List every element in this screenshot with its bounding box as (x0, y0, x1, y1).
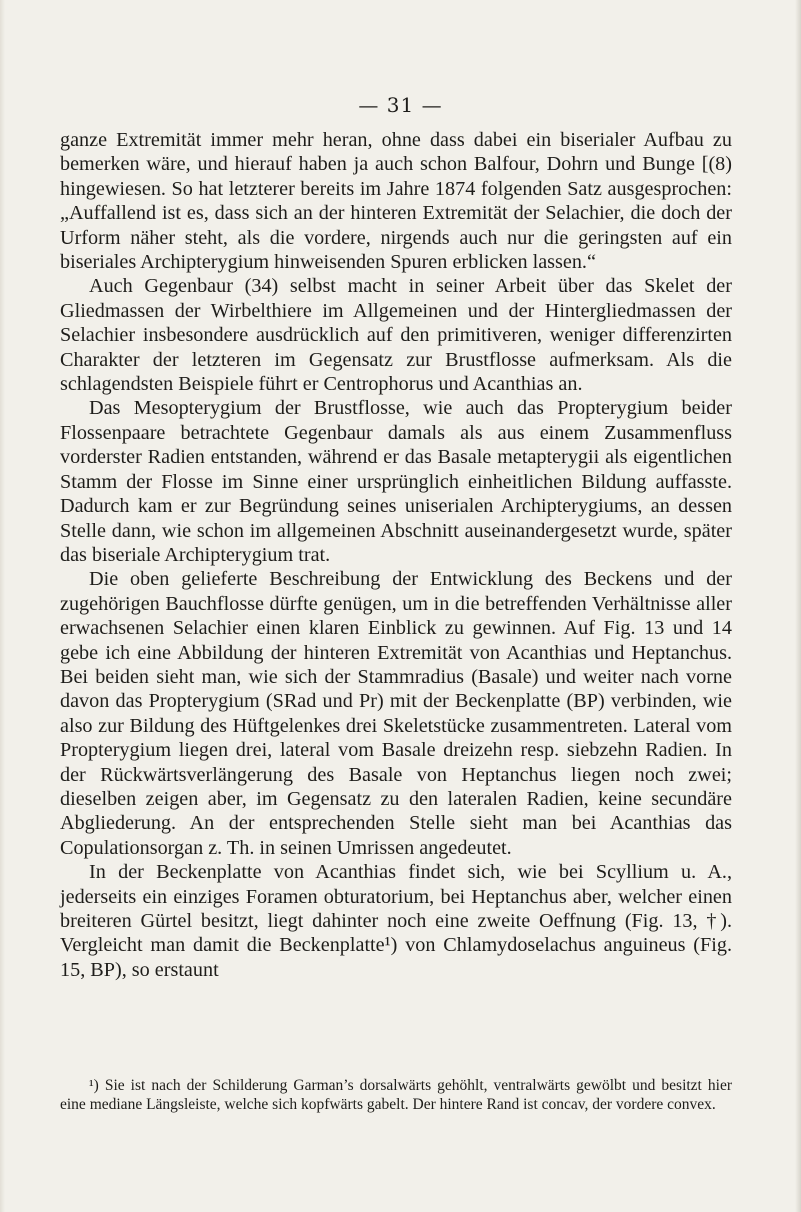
paragraph-2: Auch Gegenbaur (34) selbst macht in seiner Arbeit über das Skelet der Gliedmassen der Wirbelthiere im Allgemeinen und der Hintergliedmassen der Selachier insbesondere ausdrücklich auf den primitiveren, weniger differenzirten Charakter der letzteren im Gegensatz zur Brustflosse aufmerksam. Als die schlagendsten Beispiele führt er Centrophorus und Acanthias an. (60, 275, 732, 396)
paragraph-3: Das Mesopterygium der Brustflosse, wie auch das Propterygium beider Flossenpaare betrachtete Gegenbaur damals als aus einem Zusammenfluss vorderster Radien entstanden, während er das Basale metapterygii als eigentlichen Stamm der Flosse im Sinne einer ursprünglich einheitlichen Bildung auffasste. Dadurch kam er zur Begründung seines uniserialen Archipterygiums, an dessen Stelle dann, wie schon im allgemeinen Abschnitt auseinandergesetzt wurde, später das biseriale Archipterygium trat. (60, 397, 732, 566)
footnote-text: ¹) Sie ist nach der Schilderung Garman’s dorsalwärts gehöhlt, ventralwärts gewölbt und besitzt hier eine mediane Längsleiste, welche sich kopfwärts gabelt. Der hintere Rand ist concav, der vordere convex. (60, 1077, 732, 1113)
paragraph-1: ganze Extremität immer mehr heran, ohne dass dabei ein biserialer Aufbau zu bemerken wäre, und hierauf haben ja auch schon Balfour, Dohrn und Bunge [(8) hingewiesen. So hat letzterer bereits im Jahre 1874 folgenden Satz ausgesprochen: „Auffallend ist es, dass sich an der hinteren Extremität der Selachier, die doch der Urform näher steht, als die vordere, nirgends auch nur die geringsten auf ein biseriales Archipterygium hinweisenden Spuren erblicken lassen.“ (60, 129, 732, 274)
page-number: — 31 — (358, 93, 443, 117)
page-left-edge (0, 0, 5, 1212)
footnote (60, 1077, 732, 1114)
page-right-edge (795, 0, 801, 1212)
paragraph-4: Die oben gelieferte Beschreibung der Entwicklung des Beckens und der zugehörigen Bauchflosse dürfte genügen, um in die betreffenden Verhältnisse aller erwachsenen Selachier einen klaren Einblick zu gewinnen. Auf Fig. 13 und 14 gebe ich eine Abbildung der hinteren Extremität von Acanthias und Heptanchus. Bei beiden sieht man, wie sich der Stammradius (Basale) und weiter nach vorne davon das Propterygium (SRad und Pr) mit der Beckenplatte (BP) verbinden, wie also zur Bildung des Hüftgelenkes drei Skeletstücke zusammentreten. Lateral vom Propterygium liegen drei, lateral vom Basale dreizehn resp. siebzehn Radien. In der Rückwärtsverlängerung des Basale von Heptanchus liegen noch zwei; dieselben zeigen aber, im Gegensatz zu den lateralen Radien, keine secundäre Abgliederung. An der entsprechenden Stelle sieht man bei Acanthias das Copulationsorgan z. Th. in seinen Umrissen angedeutet. (60, 568, 732, 859)
body-text (60, 128, 732, 982)
paragraph-5: In der Beckenplatte von Acanthias findet sich, wie bei Scyllium u. A., jederseits ein einziges Foramen obturatorium, bei Heptanchus aber, welcher einen breiteren Gürtel besitzt, liegt dahinter noch eine zweite Oeffnung (Fig. 13, †). Vergleicht man damit die Beckenplatte¹) von Chlamydoselachus anguineus (Fig. 15, BP), so erstaunt (60, 861, 732, 981)
